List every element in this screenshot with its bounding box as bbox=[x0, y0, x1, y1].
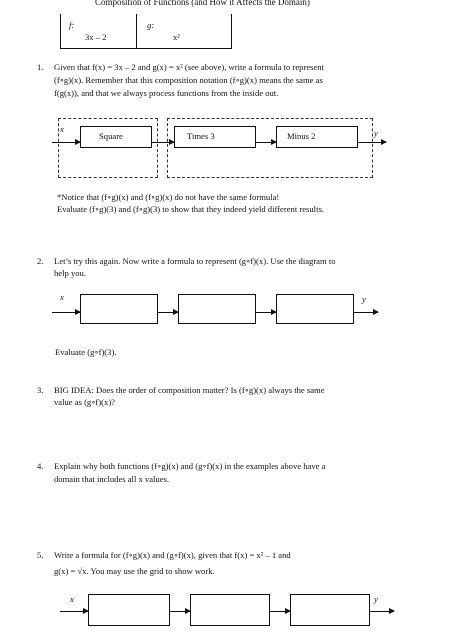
q1-box-minus2: Minus 2 bbox=[276, 126, 358, 148]
q5-box-3 bbox=[290, 594, 370, 626]
q5-input-label: x bbox=[70, 594, 74, 604]
q2-number: 2. bbox=[37, 256, 44, 266]
q2-arrow-1 bbox=[158, 312, 178, 313]
q2-evaluate: Evaluate (g∘f)(3). bbox=[55, 347, 117, 357]
q1-box-square: Square bbox=[80, 126, 152, 148]
table-header-f: f: bbox=[69, 20, 75, 30]
q2-line2: help you. bbox=[54, 268, 86, 278]
q2-output-label: y bbox=[362, 294, 366, 304]
q4-line2: domain that includes all x values. bbox=[54, 474, 170, 484]
q3-number: 3. bbox=[37, 385, 44, 395]
page-title: Composition of Functions (and How it Affects the Domain) bbox=[95, 0, 310, 7]
q5-box-1 bbox=[88, 594, 170, 626]
q4-number: 4. bbox=[37, 461, 44, 471]
q1-arrow-1 bbox=[152, 142, 174, 143]
q1-number: 1. bbox=[37, 62, 44, 72]
q2-line1: Let’s try this again. Now write a formula to represent (g∘f)(x). Use the diagram to bbox=[54, 256, 336, 266]
q5-arrow-out bbox=[370, 611, 394, 612]
q1-line3: f(g(x)), and that we always process functions from the inside out. bbox=[54, 88, 279, 98]
q2-arrow-2 bbox=[256, 312, 276, 313]
table-value-g: x² bbox=[173, 32, 180, 42]
q2-box-3 bbox=[276, 294, 354, 324]
q4-line1: Explain why both functions (f∘g)(x) and (g∘f)(x) in the examples above have a bbox=[54, 461, 326, 471]
q5-line2: g(x) = √x. You may use the grid to show work. bbox=[54, 566, 215, 576]
q1-arrow-in bbox=[52, 142, 80, 143]
table-value-f: 3x – 2 bbox=[85, 32, 107, 42]
q1-input-label: x bbox=[60, 124, 64, 134]
q5-line1: Write a formula for (f∘g)(x) and (g∘f)(x), given that f(x) = x² – 1 and bbox=[54, 550, 291, 560]
q1-output-label: y bbox=[374, 128, 378, 138]
q5-arrow-1 bbox=[170, 611, 190, 612]
q1-arrow-out bbox=[358, 142, 386, 143]
q3-line2: value as (g∘f)(x)? bbox=[54, 397, 115, 407]
q2-input-label: x bbox=[60, 292, 64, 302]
q3-line1: BIG IDEA: Does the order of composition matter? Is (f∘g)(x) always the same bbox=[54, 385, 325, 395]
q2-box-1 bbox=[80, 294, 158, 324]
q1-note1: *Notice that (f∘g)(x) and (f∘g)(x) do not have the same formula! bbox=[57, 192, 280, 202]
table-header-g: g: bbox=[147, 20, 155, 30]
q1-note2: Evaluate (f∘g)(3) and (f∘g)(3) to show that they indeed yield different results. bbox=[57, 204, 324, 214]
q5-output-label: y bbox=[374, 594, 378, 604]
q1-box-times3: Times 3 bbox=[174, 126, 256, 148]
function-table bbox=[60, 14, 232, 49]
q2-arrow-in bbox=[52, 312, 80, 313]
q2-arrow-out bbox=[354, 312, 378, 313]
q5-number: 5. bbox=[37, 550, 44, 560]
q2-box-2 bbox=[178, 294, 256, 324]
q1-line1: Given that f(x) = 3x – 2 and g(x) = x² (see above), write a formula to represent bbox=[54, 62, 324, 72]
q1-arrow-2 bbox=[256, 142, 276, 143]
q5-arrow-in bbox=[60, 611, 88, 612]
q5-box-2 bbox=[190, 594, 270, 626]
q1-line2: (f∘g)(x). Remember that this composition notation (f∘g)(x) means the same as bbox=[54, 75, 323, 85]
q5-arrow-2 bbox=[270, 611, 290, 612]
